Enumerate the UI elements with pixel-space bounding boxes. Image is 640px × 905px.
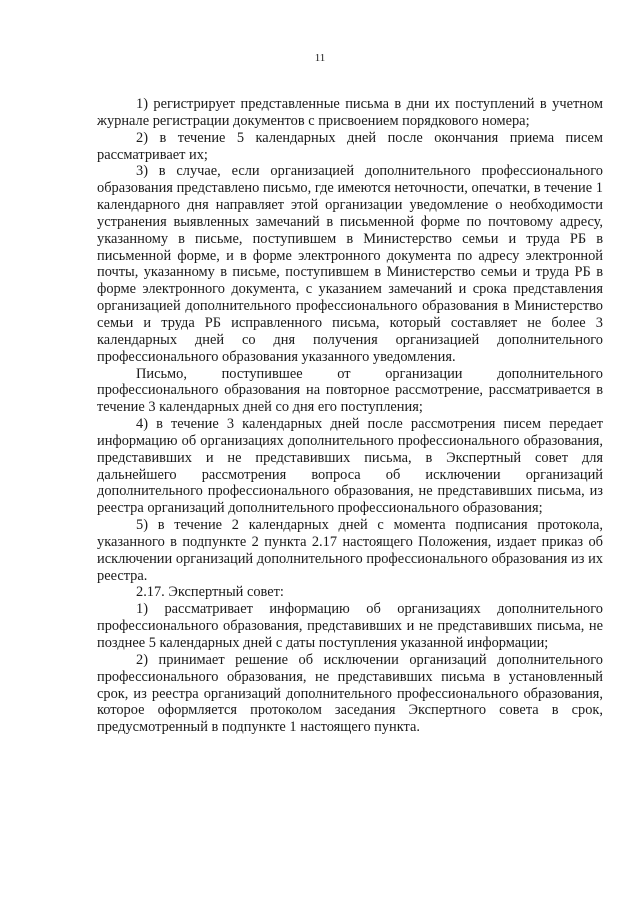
page-number: 11 — [314, 52, 326, 64]
paragraph-item-3: 3) в случае, если организацией дополнительного профессионального образования представлено письмо, где имеются неточности, опечатки, в течение 1 календарного дня направляет этой организации уведомление о необходимости устранения выявленных замечаний в письменной форме по почтовому адресу, указанному в письме, поступившем в Министерство семьи и труда РБ в письменной форме, и в форме электронного документа по адресу электронной почты, указанному в письме, поступившем в Министерство семьи и труда РБ в форме электронного документа, с указанием замечаний и срока представления организацией дополнительного профессионального образования в Министерство семьи и труда РБ исправленного письма, который составляет не более 3 календарных дней со дня получения организацией дополнительного профессионального образования указанного уведомления. — [97, 163, 603, 365]
section-heading-2-17: 2.17. Экспертный совет: — [136, 584, 284, 601]
paragraph-resubmission: Письмо, поступившее от организации дополнительного профессионального образования на повторное рассмотрение, рассматривается в течение 3 календарных дней со дня его поступления; — [97, 365, 603, 416]
paragraph-council-item-2: 2) принимает решение об исключении организаций дополнительного профессионального образования, не представивших письма в установленный срок, из реестра организаций дополнительного профессионального образования, которое оформляется протоколом заседания Экспертного совета в срок, предусмотренный в подпункте 1 настоящего пункта. — [97, 651, 603, 736]
paragraph-item-4: 4) в течение 3 календарных дней после рассмотрения писем передает информацию об организациях дополнительного профессионального образования, представивших и не представивших письма, в Экспертный совет для дальнейшего рассмотрения вопроса об исключении организаций дополнительного профессионального образования, не представивших письма, из реестра организаций дополнительного профессионального образования; — [97, 416, 603, 517]
paragraph-item-2: 2) в течение 5 календарных дней после окончания приема писем рассматривает их; — [97, 129, 603, 163]
paragraph-item-1: 1) регистрирует представленные письма в дни их поступлений в учетном журнале регистрации документов с присвоением порядкового номера; — [97, 96, 603, 129]
document-body — [97, 96, 603, 736]
paragraph-item-5: 5) в течение 2 календарных дней с момента подписания протокола, указанного в подпункте 2 пункта 2.17 настоящего Положения, издает приказ об исключении организаций дополнительного профессионального образования из их реестра. — [97, 517, 603, 584]
paragraph-council-item-1: 1) рассматривает информацию об организациях дополнительного профессионального образования, представивших и не представивших письма, не позднее 5 календарных дней с даты поступления указанной информации; — [97, 601, 603, 651]
